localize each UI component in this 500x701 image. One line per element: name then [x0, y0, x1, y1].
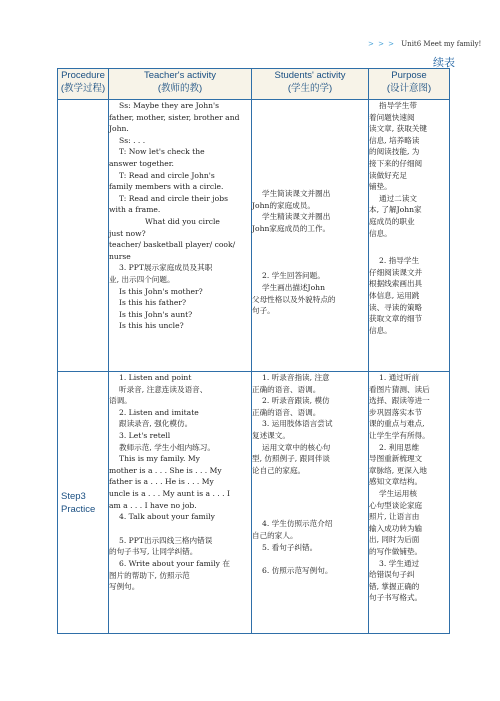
text-line: 句子。	[252, 306, 275, 316]
text-line: 语调。	[109, 396, 132, 406]
text-line: 业, 出示四个问题。	[109, 274, 175, 284]
text-line: 自己的家人。	[252, 530, 298, 540]
text-line: 学生简读课文并圈出	[262, 189, 331, 198]
text-line: just now?	[109, 228, 146, 238]
continue-label: 续表	[433, 56, 455, 69]
text-line: 教师示范, 学生小组内练习。	[119, 442, 215, 452]
text-line: 2. 听录音跟读, 模仿	[262, 396, 330, 406]
text-line: 跟读录音, 强化模仿。	[119, 419, 193, 429]
header-students-en: Students' activity	[274, 70, 346, 81]
header-procedure-en: Procedure	[61, 70, 105, 81]
header-arrows: > > >	[368, 40, 396, 48]
text-line: 6. Write about your family 在	[119, 558, 230, 568]
text-line: 导图重新梳理文	[369, 454, 423, 464]
text-line: 5. 看句子纠错。	[262, 542, 318, 552]
text-line: uncle is a . . . My aunt is a . . . I	[109, 488, 230, 498]
text-line: 让学生学有所得。	[369, 430, 430, 440]
text-line: 照片, 让语言由	[369, 512, 420, 522]
text-line: 指导学生带	[379, 101, 417, 110]
row2-stage	[58, 372, 109, 634]
header-purpose-en: Purpose	[391, 70, 427, 81]
text-line: John家庭成员的工作。	[252, 223, 331, 233]
text-line: nurse	[109, 251, 131, 261]
stage-label: Step3	[61, 490, 86, 502]
row2-teacher	[109, 372, 252, 634]
header-students-cn: (学生的学)	[287, 83, 333, 94]
text-line: 3. 运用肢体语言尝试	[262, 419, 333, 429]
text-line: teacher/ basketball player/ cook/	[109, 240, 236, 250]
text-line: 1. 听录音指读, 注意	[262, 373, 330, 382]
text-line: Is this John's aunt?	[119, 309, 193, 319]
text-line: John.	[109, 124, 129, 134]
text-line: Ss: . . .	[119, 135, 146, 145]
row1-teacher	[109, 100, 252, 372]
text-line: mother is a . . . She is . . . My	[109, 465, 222, 475]
header-teacher-cn: (教师的教)	[157, 83, 203, 94]
page-header	[368, 40, 481, 48]
header-teacher	[109, 69, 252, 100]
text-line: Ss: Maybe they are John's	[119, 101, 220, 110]
text-line: 2. 利用思维	[379, 442, 420, 452]
text-line: 图片的帮助下, 仿照示范	[109, 570, 190, 580]
header-purpose-cn: (设计意图)	[386, 83, 432, 94]
text-line: 5. PPT出示四线三格内错误	[119, 535, 213, 545]
text-line: 4. 学生仿照示范介绍	[262, 519, 333, 529]
header-teacher-en: Teacher's activity	[143, 70, 217, 81]
text-line: 输入成功转为输	[369, 523, 423, 533]
stage-label-2: Practice	[61, 503, 96, 515]
text-line: 3. Let's retell	[119, 430, 171, 440]
text-line: T: Now let's check the	[119, 147, 205, 157]
table-row	[58, 372, 450, 634]
text-line: 1. Listen and point	[119, 373, 192, 382]
text-line: 出, 同时为后面	[369, 535, 420, 545]
row1-stage	[58, 100, 109, 372]
header-procedure	[58, 69, 109, 100]
text-line: 步巩固落实本节	[369, 407, 423, 417]
text-line: 仔细阅读课文并	[369, 267, 423, 277]
text-line: What did you circle	[145, 216, 220, 226]
text-line: Is this his uncle?	[119, 321, 184, 331]
text-line: Is this John's mother?	[119, 286, 203, 296]
text-line: 4. Talk about your family	[119, 512, 215, 522]
text-line: 通过二读文	[379, 193, 417, 203]
row2-purpose	[369, 372, 450, 634]
table-row	[58, 100, 450, 372]
text-line: This is my family. My	[119, 454, 200, 464]
text-line: 获取文章的细节	[369, 314, 423, 324]
header-title: Unit6 Meet my family!	[401, 40, 482, 48]
header-procedure-cn: (教学过程)	[60, 83, 106, 94]
text-line: 2. 指导学生	[379, 256, 420, 266]
text-line: 的句子书写, 让同学纠错。	[109, 547, 198, 557]
text-line: 课的重点与难点,	[369, 419, 425, 429]
text-line: 学生精读课文并圈出	[262, 212, 331, 222]
text-line: 1. 通过听前	[379, 373, 420, 382]
text-line: Is this his father?	[119, 298, 187, 308]
text-line: 正确的语音、语调。	[252, 384, 321, 394]
text-line: John的家庭成员。	[252, 200, 315, 210]
text-line: 章脉络, 更深入地	[369, 465, 427, 475]
text-line: 选择、跟读等进一	[369, 396, 430, 406]
text-line: 6. 仿照示范写例句。	[262, 566, 333, 576]
text-line: 根据线索画出具	[369, 279, 423, 289]
text-line: 复述课文。	[252, 430, 290, 440]
text-line: 本, 了解John家	[369, 205, 422, 215]
row1-students	[252, 100, 369, 372]
text-line: 的写作做铺垫。	[369, 546, 423, 556]
text-line: 读、寻读的策略	[369, 302, 423, 312]
text-line: 型, 仿照例子, 跟同伴谈	[252, 454, 330, 464]
text-line: father is a . . . He is . . . My	[109, 477, 214, 487]
text-line: 听录音, 注意连读及语音、	[119, 384, 208, 394]
text-line: am a . . . I have no job.	[109, 500, 197, 510]
text-line: 给错误句子纠	[369, 570, 415, 580]
text-line: 论自己的家庭。	[252, 465, 306, 475]
text-line: 正确的语音、语调。	[252, 407, 321, 417]
text-line: 错, 掌握正确的	[369, 581, 420, 591]
text-line: 2. 学生回答问题。	[262, 271, 325, 281]
row2-students	[252, 372, 369, 634]
text-line: 读文章, 获取关键	[369, 124, 427, 134]
text-line: 体信息, 运用跳	[369, 290, 420, 300]
header-purpose	[369, 69, 450, 100]
text-line: T: Read and circle John's	[119, 170, 215, 180]
text-line: 着问题快速阅	[369, 112, 415, 122]
table-header-row	[58, 69, 450, 100]
text-line: 3. PPT展示家庭成员及其职	[119, 263, 213, 273]
lesson-table	[57, 68, 450, 634]
text-line: 运用文章中的核心句	[262, 442, 331, 452]
text-line: 3. 学生通过	[379, 558, 420, 568]
text-line: 接下来的仔细阅	[369, 158, 423, 168]
text-line: 的阅读技能, 为	[369, 147, 420, 157]
text-line: 信息。	[369, 325, 392, 335]
text-line: 父母性格以及外貌特点的	[252, 294, 336, 304]
text-line: 写例句。	[109, 582, 140, 592]
text-line: 信息, 培养略读	[369, 135, 420, 145]
text-line: 看图片猜测、读后	[369, 384, 430, 394]
text-line: 庭成员的职业	[369, 216, 415, 226]
text-line: father, mother, sister, brother and	[109, 112, 240, 122]
text-line: family members with a circle.	[109, 182, 224, 192]
text-line: 铺垫。	[369, 182, 392, 192]
text-line: answer together.	[109, 158, 174, 168]
row1-purpose	[369, 100, 450, 372]
text-line: 信息。	[369, 228, 392, 238]
text-line: 心句型谈论家庭	[369, 500, 423, 510]
text-line: with a frame.	[109, 205, 161, 215]
text-line: 学生运用核	[379, 488, 417, 498]
text-line: 2. Listen and imitate	[119, 407, 199, 417]
text-line: T: Read and circle their jobs	[119, 193, 228, 203]
text-line: 句子书写格式。	[369, 593, 423, 603]
text-line: 感知文章结构。	[369, 477, 423, 487]
text-line: 学生画出描述John	[262, 282, 325, 292]
text-line: 读做好充足	[369, 170, 407, 180]
header-students	[252, 69, 369, 100]
